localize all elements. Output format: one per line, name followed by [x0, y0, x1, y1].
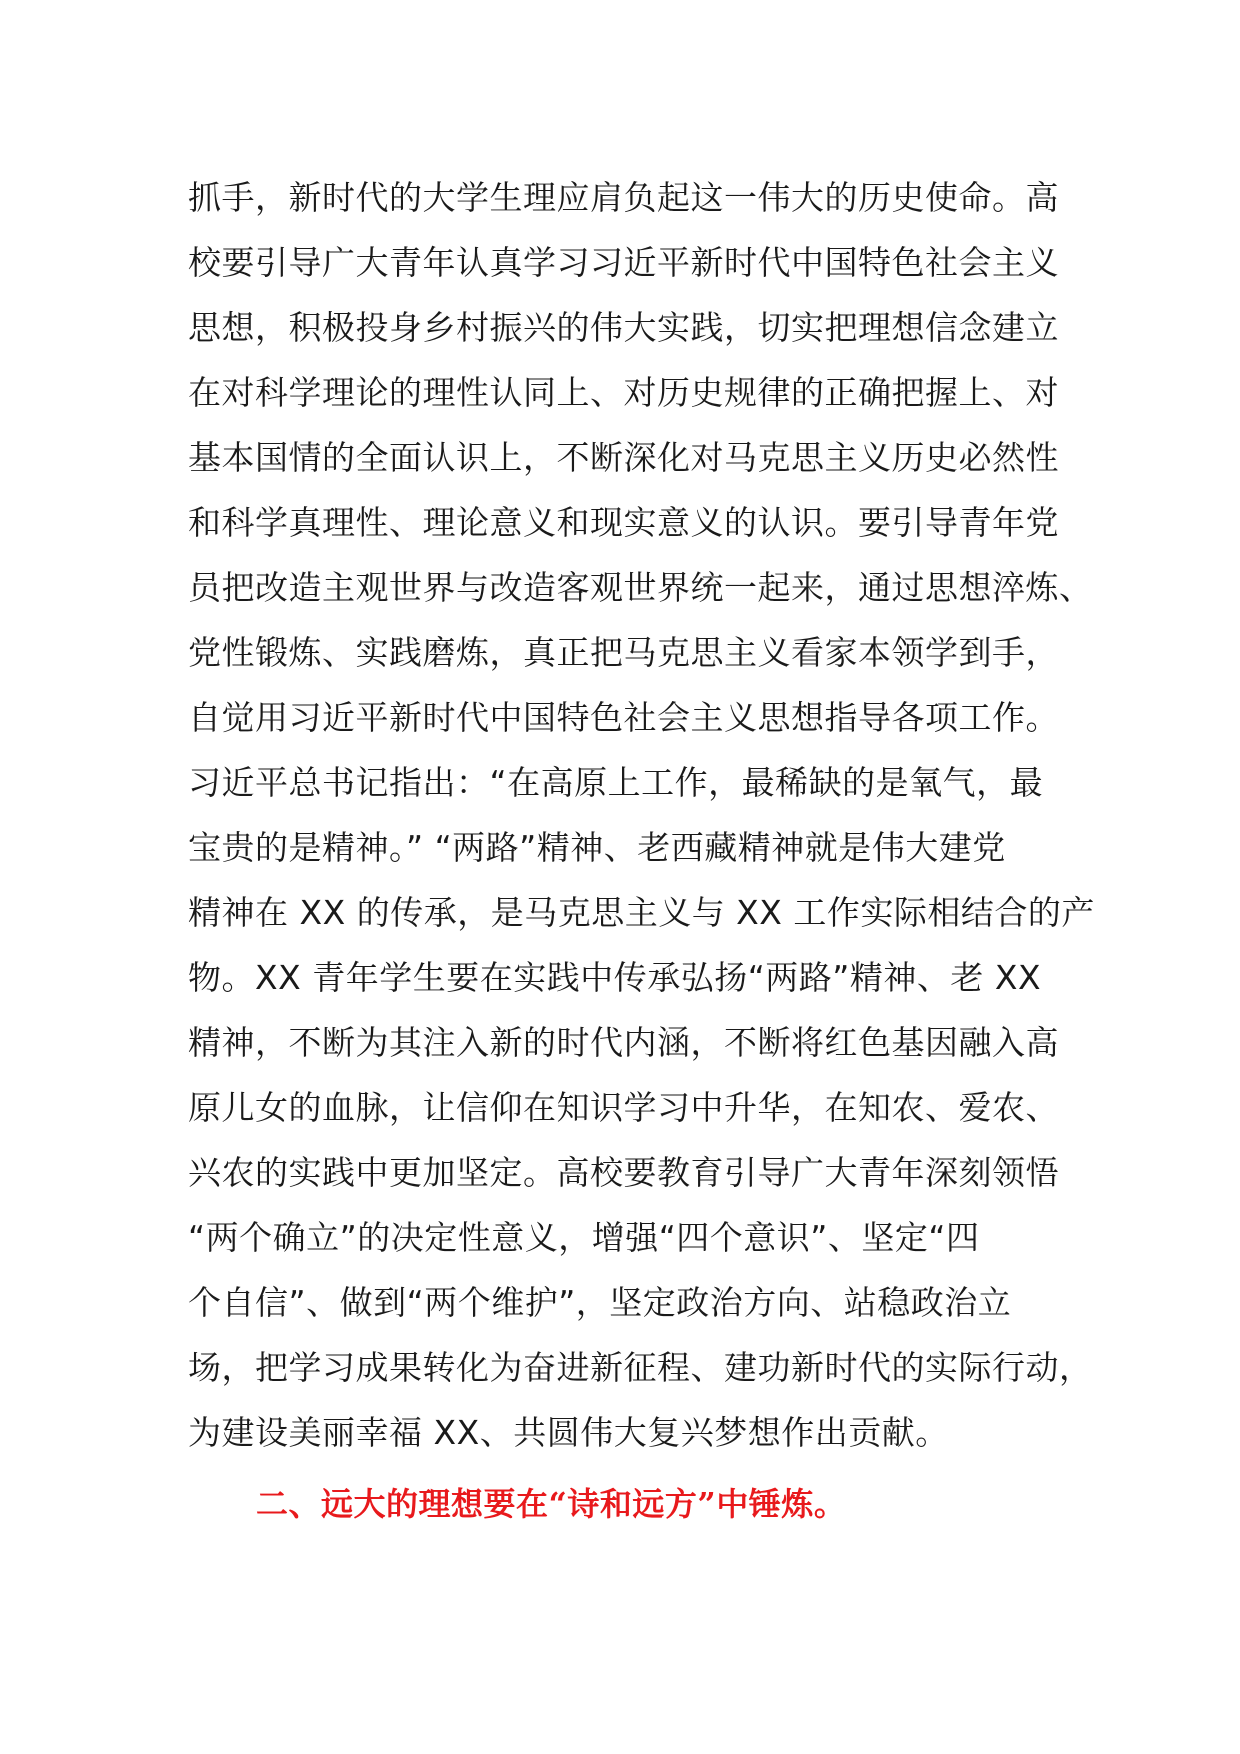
text-line: 为建设美丽幸福 XX、共圆伟大复兴梦想作出贡献。	[188, 1413, 949, 1452]
body-paragraph	[188, 165, 1095, 1465]
text-line: 场，把学习成果转化为奋进新征程、建功新时代的实际行动，	[188, 1348, 1093, 1387]
text-line: 抓手，新时代的大学生理应肩负起这一伟大的历史使命。高	[188, 178, 1059, 217]
text-line: 宝贵的是精神。” “两路”精神、老西藏精神就是伟大建党	[188, 828, 1006, 867]
text-line: 员把改造主观世界与改造客观世界统一起来，通过思想淬炼、	[188, 568, 1093, 607]
text-line: 精神在 XX 的传承，是马克思主义与 XX 工作实际相结合的产	[188, 893, 1095, 932]
text-line: “两个确立”的决定性意义，增强“四个意识”、坚定“四	[188, 1218, 980, 1257]
text-line: 习近平总书记指出：“在高原上工作，最稀缺的是氧气，最	[188, 763, 1044, 802]
text-line: 在对科学理论的理性认同上、对历史规律的正确把握上、对	[188, 373, 1059, 412]
text-line: 个自信”、做到“两个维护”，坚定政治方向、站稳政治立	[188, 1283, 1012, 1322]
text-line: 党性锻炼、实践磨炼，真正把马克思主义看家本领学到手，	[188, 633, 1059, 672]
text-line: 物。XX 青年学生要在实践中传承弘扬“两路”精神、老 XX	[188, 958, 1042, 997]
text-line: 精神，不断为其注入新的时代内涵，不断将红色基因融入高	[188, 1023, 1059, 1062]
text-line: 思想，积极投身乡村振兴的伟大实践，切实把理想信念建立	[188, 308, 1059, 347]
text-line: 和科学真理性、理论意义和现实意义的认识。要引导青年党	[188, 503, 1059, 542]
section-heading: 二、远大的理想要在“诗和远方”中锤炼。	[256, 1485, 847, 1523]
text-line: 基本国情的全面认识上，不断深化对马克思主义历史必然性	[188, 438, 1059, 477]
text-line: 自觉用习近平新时代中国特色社会主义思想指导各项工作。	[188, 698, 1059, 737]
text-line: 校要引导广大青年认真学习习近平新时代中国特色社会主义	[188, 243, 1059, 282]
text-line: 原儿女的血脉，让信仰在知识学习中升华，在知农、爱农、	[188, 1088, 1059, 1127]
text-line: 兴农的实践中更加坚定。高校要教育引导广大青年深刻领悟	[188, 1153, 1059, 1192]
